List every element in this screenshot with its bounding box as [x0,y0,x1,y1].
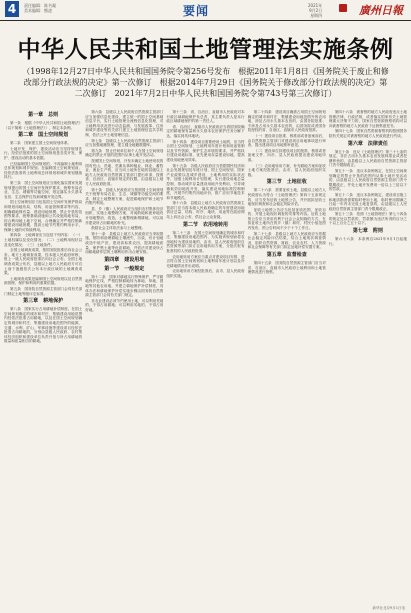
paragraph: 第七条 县级以上人民政府自然资源主管部门应当加强地籍管理，建立健全地籍数据库。 [85,138,164,148]
footer-note: 新华社北京9月1日电 [372,606,405,610]
date-weekday: 星期四 [310,13,323,18]
paragraph: 鼓励社会主体依法参与土地整理。 [91,226,146,231]
chapter-heading: 第二章 国土空间规划 [18,132,69,139]
date-info [308,3,322,18]
paragraph: 第二条 国家建立国土空间规划体系。 [10,141,72,146]
paragraph: 第六十六条 本条例自2021年9月1日起施行。 [328,237,407,246]
paragraph: 第四条 土地调查应当包括下列内容：（一）土地权属以及变化情况；（二）土地利用现状以及变化情况；（三）土地条件。 [4,233,83,247]
text-column [329,110,407,606]
paragraph: 第二十三条 在国土空间规划确定的城市和村庄、集镇建设用地范围内，为实施该规划而将农用地转为建设用地的，由市、县人民政府组织自然资源等部门拟订农用地转用方案，分批次报有批准权的人民政府批准。 [166,230,245,254]
paragraph: 土地开发、保护、建设活动应当坚持规划先行。经依法批准的国土空间规划是各类开发、保护、建设活动的基本依据。 [4,146,83,160]
paragraph: 省、自治区、直辖市人民政府应当将国务院确定的耕地保有量和永久基本农田保护任务分解下达，落实到具体地块。 [166,124,245,138]
paragraph: 第十三条 省、自治区、直辖市人民政府对本行政区域耕地保护负总责，其主要负责人是本行政区域耕地保护的第一责任人。 [166,110,245,124]
paragraph: 第五十条 违反《土地管理法》第三十七条的规定，非法占用永久基本农田发展林果业或者挖塘养鱼的，由县级以上人民政府自然资源主管部门责令限期改正。 [328,149,407,168]
text-column [4,110,82,606]
paragraph: 第四十六条 被督察的地方人民政府违反土地管理法律、行政法规，或者落实国家有关土地管理重大决策不力的，国家自然资源督察机构可以向被督察的地方人民政府下达督察意见书。 [328,110,407,128]
chapter-heading: 第三章 耕地保护 [23,298,64,305]
article-body [4,110,407,606]
article-headline: 中华人民共和国土地管理法实施条例 [17,37,394,63]
paragraph: 第四十七条 国家自然资源督察机构按照国务院有关规定对被督察的地方人民政府进行约谈。 [328,129,407,138]
paragraph: 按照国土空间规划，开发未确定土地使用权的国有荒山、荒地、荒滩从事种植业、林业、畜牧业、渔业生产的，应当向土地所在地的县级以上地方人民政府自然资源主管部门提出申请，按照省、自治区、直辖市规定的权限，由县级以上地方人民政府批准。 [85,158,164,186]
paragraph: 第十二条 国家对耕地实行特殊保护，严守耕地保护红线，严格控制耕地转为林地、草地、园地等其他农用地，并建立耕地保护补偿制度，具体办法和耕地保护补偿实施步骤由国务院自然资源主管部门会同有关部门规定。 [85,274,164,298]
paragraph: 国土空间规划应当包括国土空间开发保护格局和规划用地布局、结构、用途管制要求等内容，明确耕地保有量、建设用地规模、禁止开垦的范围等要求，统筹基础设施和公共设施用地布局，综合利用地上地下空间，合理确定并严格控制新增建设用地规模，提高土地节约集约利用水平，保障土地的可持续利用。 [4,200,83,232]
editor-line-1: 责任编辑：陈书凝 [24,3,56,8]
paragraph: 第五条 国务院自然资源主管部门会同有关部门制定土地等级评定标准。 [4,287,83,296]
paragraph: 第四十五条 国务院自然资源主管部门应当对省、自治区、直辖市人民政府土地利用和土地管理情况进行督察。 [247,261,326,275]
chapter-heading: 第五章 监督检查 [266,252,307,259]
paragraph: 第三条 国土空间规划应当细化落实国家发展规划提出的国土空间开发保护要求，统筹布局农业、生态、城镇等功能空间，划定落实永久基本农田、生态保护红线和城镇开发边界。 [4,180,83,199]
date-day: 9月2日 [309,8,323,13]
text-column [85,110,163,606]
paragraph: 第一条 根据《中华人民共和国土地管理法》（以下简称《土地管理法》），制定本条例。 [4,121,83,130]
paragraph: 第五十三条 依照《土地管理法》第七十四条的规定处以罚款的，罚款额为违法所得的百分之十以上百分之五十以下。 [328,212,407,226]
date-year: 2021年 [308,3,323,8]
paragraph: 第五十一条 违反本条例规定，在国土空间规划确定的禁止开垦的范围内从事土地开发活动的，由县级以上人民政府自然资源主管部门责令限期改正，并处土地开发费用一倍以上三倍以下的罚款。 [328,168,407,192]
paragraph: （二）建设单位持建设项目的批准、核准或者备案文件，向市、县人民政府提出建设用地申请。 [247,148,326,162]
chapter-heading: 第六章 法律责任 [347,140,388,147]
paragraph: 第十六条 县级以上地方人民政府自然资源主管部门应当将本级人民政府确定的年度建设用地供应总量、结构、时序、地块、用途等在政府网站上向社会公布，供社会公众查阅。 [166,201,245,220]
paragraph: 第十五条 各级人民政府应当依据国民经济和社会发展规划及年度计划、国土空间规划、国家产业政策以及城乡建设、土地利用的实际状况等，加强土地利用计划管理，实行建设用地总量控制，推动城乡存量建设用地开发利用，引导城镇低效用地再开发，落实建设用地标准控制制度，开展节约集约用地评价，推广应用节地技术和节地模式。 [166,163,245,200]
paragraph: 第十一条 县级以上地方人民政府应当采取措施，预防和治理耕地土壤流失、污染，有计划地改造中低产田，建设高标准农田，提高耕地质量，保护黑土地等优质耕地，并依法对建设所占用耕地耕作层的土壤利用作出合理安排。 [85,231,164,255]
chapter-heading: 第一章 总则 [28,112,59,118]
text-column [166,110,244,606]
paragraph: 第九条 禁止任何单位和个人在国土空间规划确定的禁止开垦的范围内从事土地开发活动。 [85,148,164,158]
paragraph: （三）农用地转用方案、补充耕地方案和征收土地方案经批准后，由市、县人民政府组织实施。 [247,163,326,177]
paragraph: 第二十七条 县级以上地方人民政府应当依据社会稳定风险评估结果，结合土地现状调查情况，组织自然资源、财政、农业农村、人力资源和社会保障等有关部门拟定征地补偿安置方案。 [247,231,326,250]
paragraph: 第二十四条 建设项目确需占用国土空间规划确定的城市和村庄、集镇建设用地范围外的农用地，涉及占用永久基本农田的，由国务院批准；不涉及占用永久基本农田的，由国务院或者国务院授权的省、自治区、直辖市人民政府批准。 [247,110,326,133]
chapter-heading: 第四章 建设用地 [104,256,145,263]
editor-info [24,3,56,13]
page-header [0,0,411,21]
logo-mark-icon [339,4,347,12]
editor-line-2: 美术编辑：熊凌 [24,8,52,13]
paragraph: 土地调查成果是编制国土空间规划以及自然资源管理、保护和利用的重要依据。 [4,276,83,286]
paragraph: 第十条 县级人民政府应当按照国土空间规划关于统筹布局农业、生态、城镇等功能空间的要求，制定土地整理方案，促进耕地保护和土地节约集约利用。 [85,187,164,206]
paragraph: 第八条 国家实行占用耕地补偿制度。在国土空间规划确定的城市和村庄、集镇建设用地范围内经依法批准占用耕地，以及在国土空间规划确定的城市和村庄、集镇建设用地范围外的能源、交通、水利、矿山、军事设施等建设项目经依法批准占用耕地的，分别由县级人民政府、农村集体经济组织和建设单位负责开垦与所占用耕地的数量和质量相当的耕地。 [4,307,83,344]
paragraph: （一）建设项目批准、核准前或者备案前后，由自然资源主管部门对建设项目用地事项进行审查，提出建设项目用地预审意见。 [247,133,326,148]
paragraph: 县、乡（镇）人民政府应当组织农村集体经济组织，实施土地整理方案，对闲散地和废弃地有计划地整治、改造。土地整理新增耕地，可以用作建设所占用耕地的补充。 [85,206,164,225]
paragraph: 第五十二条 违反本条例规定，建设项目施工和地质勘查需要临时使用土地，临时使用期满之日起一年内未完成土地复垦的，由县级以上人民政府自然资源主管部门责令限期改正。 [328,192,407,211]
paragraph: 第二十六条 需要征收土地，县级以上地方人民政府认为符合《土地管理法》第四十五条规定的，应当发布征收土地预公告，并开展拟征收土地现状调查和社会稳定风险评估。 [247,188,326,207]
masthead-logo: 廣州日報 [359,4,403,17]
paragraph: 第十四条 建设项目需要使用土地的，应当符合国土空间规划、土地利用年度计划和用途管制以及节约资源、保护生态环境的要求，并严格执行建设用地标准，优先使用存量建设用地，提高建设用地使用效率。 [166,139,245,162]
section-title: 要闻 [183,4,210,18]
paragraph: 已经编制国土空间规划的，不再编制土地利用总体规划和城乡规划。在编制国土空间规划前，经依法批准的土地利用总体规划和城乡规划继续执行。 [4,161,83,180]
chapter-heading: 第三节 土地征收 [266,179,307,186]
chapter-heading: 第七章 附则 [352,228,383,235]
paragraph: 全国土地调查成果，报国务院批准后向社会公布。地方土地调查成果，经本级人民政府审核，报上一级人民政府批准后向社会公布。全国土地调查成果公布后，县级以上地方人民政府方可自上而下逐级依次公布本行政区域的土地调查成果。 [4,248,83,276]
page-number: 4 [5,1,19,17]
chapter-heading: 第一节 一般规定 [104,265,145,272]
article-subtitle: （1998年12月27日中华人民共和国国务院令第256号发布 根据2011年1月8日《国务院关于废止和修改部分行政法规的决定》第一次修订 根据2014年7月29日《国务院关于修改部分行政法规的决定》第二次修订 2021年7月2日中华人民共和国国务院令第743号第三次修订） [22,67,389,98]
paragraph: 第六条 县级以上人民政府自然资源主管部门应当加强信息化建设，建立统一的国土空间基础信息平台，实行土地管理全流程信息化管理，对土地利用状况进行动态监测，与发展改革、住房和城乡建设等有关部门建立土地管理信息共享机制，依法公开土地管理信息。 [85,110,164,137]
text-column [248,110,326,606]
chapter-heading: 第二节 农用地转用 [183,221,229,228]
paragraph: 非农业建设必须节约使用土地，可以利用荒地的，不得占用耕地；可以利用劣地的，不得占用好地。 [85,298,164,312]
paragraph: 农用地转用方案经批准后，由市、县人民政府组织实施。 [166,269,245,278]
paragraph: 征收土地预公告应当包括征收范围、征收目的、开展土地现状调查的安排等内容。征收土地预公告应当采用有利于社会公众知晓的方式，在拟征收土地所在的乡（镇）和村、村民小组范围内发布，预公告时间不少于十个工作日。 [247,207,326,231]
paragraph: 农用地转用方案应当重点对建设项目安排、是否符合国土空间规划和土地利用年度计划以及补充耕地情况作出说明。 [166,254,245,268]
